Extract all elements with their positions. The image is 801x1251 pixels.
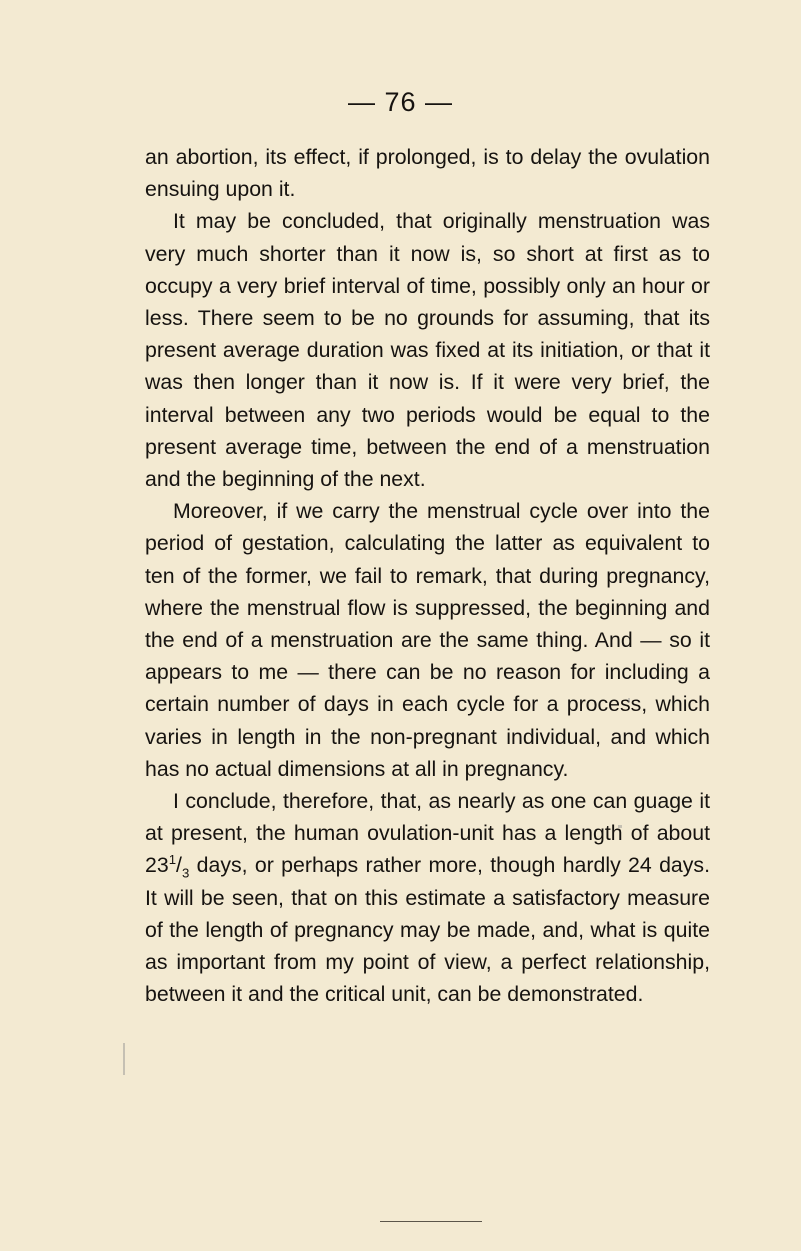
paragraph-menstruation-duration: It may be concluded, that originally menstruation was very much shorter than it now is, so short at first as to occupy a very brief interval of time, possibly only an hour or less. There seem to be no grounds for assuming, that its present average duration was fixed at its initiation, or that it was then longer than it now is. If it were very brief, the interval between any two periods would be equal to the present average time, between the end of a menstruation and the beginning of the next. [145, 209, 710, 492]
paper-speck [123, 1043, 125, 1075]
paragraph-gestation-cycle: Moreover, if we carry the menstrual cycle over into the period of gestation, calculating the latter as equivalent to ten of the former, we fail to remark, that during pregnancy, where the menstrual flow is suppressed, the beginning and the end of a menstruation are the same thing. And — so it appears to me — there can be no reason for including a certain number of days in each cycle for a process, which varies in length in the non-pregnant individual, and which has no actual dimensions at all in pregnancy. [145, 499, 710, 781]
conclusion-text-before-fraction: I conclude, therefore, that, as nearly as one can guage it at present, the human ovulation-unit has a length of about 23 [145, 789, 710, 878]
paper-speck [618, 825, 622, 828]
fraction-numerator: 1 [168, 852, 177, 868]
paragraph-conclusion: I conclude, therefore, that, as nearly as one can guage it at present, the human ovulation-unit has a length of about $23^1/_3$ days, or perhaps rather more, though hardly 24 days. It will be seen, that on this estimate a satisfactory measure of the length of pregnancy may be made, and, what is quite as important from my point of view, a perfect relationship, between it and the critical unit, can be demonstrated. [145, 789, 710, 1007]
conclusion-text-after-fraction: days, or perhaps rather more, though hardly 24 days. It will be seen, that on this estimate a satisfactory measure of the length of pregnancy may be made, and, what is quite as important from my point of view, a perfect relationship, between it and the critical unit, can be demonstrated. [145, 853, 710, 1007]
paper-speck [628, 698, 630, 702]
section-end-rule [380, 1221, 482, 1222]
body-text [145, 141, 710, 1010]
paragraph-continuation: an abortion, its effect, if prolonged, is to delay the ovulation ensuing upon it. [145, 145, 710, 202]
fraction-denominator: 3 [181, 865, 190, 881]
page-number: — 76 — [347, 87, 454, 117]
